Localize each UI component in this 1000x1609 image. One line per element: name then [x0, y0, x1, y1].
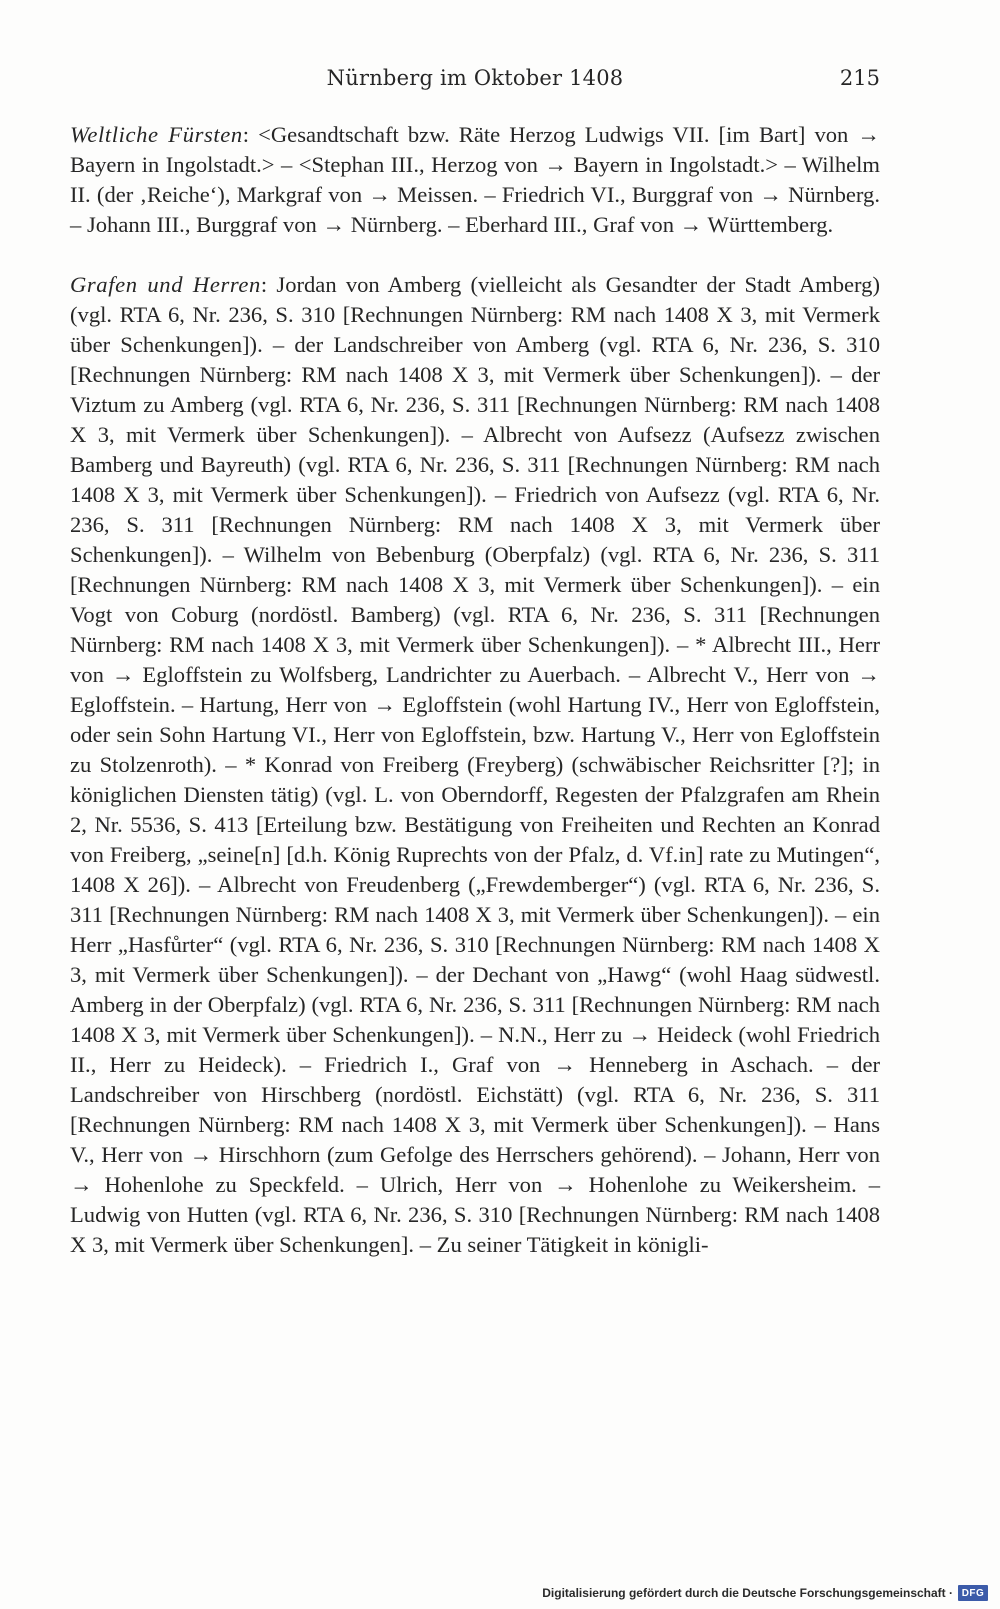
body-text — [70, 120, 880, 1290]
paragraph-lead: Grafen und Herren — [70, 272, 261, 297]
running-title: Nürnberg im Oktober 1408 — [326, 66, 624, 90]
paragraph-text: : Jordan von Amberg (vielleicht als Gesandter der Stadt Amberg) (vgl. RTA 6, Nr. 236, S. 310 [Rechnungen Nürnberg: RM nach 1408 X 3, mit Vermerk über Schenkungen]). – der Landschreiber von Amberg (vgl. RTA 6, Nr. 236, S. 310 [Rechnungen Nürnberg: RM nach 1408 X 3, mit Vermerk über Schenkungen]). – der Viztum zu Amberg (vgl. RTA 6, Nr. 236, S. 311 [Rechnungen Nürnberg: RM nach 1408 X 3, mit Vermerk über Schenkungen]). – Albrecht von Aufsezz (Aufsezz zwischen Bamberg und Bayreuth) (vgl. RTA 6, Nr. 236, S. 311 [Rechnungen Nürnberg: RM nach 1408 X 3, mit Vermerk über Schenkungen]). – Friedrich von Aufsezz (vgl. RTA 6, Nr. 236, S. 311 [Rechnungen Nürnberg: RM nach 1408 X 3, mit Vermerk über Schenkungen]). – Wilhelm von Bebenburg (Oberpfalz) (vgl. RTA 6, Nr. 236, S. 311 [Rechnungen Nürnberg: RM nach 1408 X 3, mit Vermerk über Schenkungen]). – ein Vogt von Coburg (nordöstl. Bamberg) (vgl. RTA 6, Nr. 236, S. 311 [Rechnungen Nürnberg: RM nach 1408 X 3, mit Vermerk über Schenkungen]). – * Albrecht III., Herr von → Egloffstein zu Wolfsberg, Landrichter zu Auerbach. – Albrecht V., Herr von → Egloffstein. – Hartung, Herr von → Egloffstein (wohl Hartung IV., Herr von Egloffstein, oder sein Sohn Hartung VI., Herr von Egloffstein, bzw. Hartung V., Herr von Egloffstein zu Stolzenroth). – * Konrad von Freiberg (Freyberg) (schwäbischer Reichsritter [?]; in königlichen Diensten tätig) (vgl. L. von Oberndorff, Regesten der Pfalzgrafen am Rhein 2, Nr. 5536, S. 413 [Erteilung bzw. Bestätigung von Freiheiten und Rechten an Konrad von Freiberg, „seine[n] [d.h. König Ruprechts von der Pfalz, d. Vf.in] rate zu Mutingen“, 1408 X 26]). – Albrecht von Freudenberg („Frewdemberger“) (vgl. RTA 6, Nr. 236, S. 311 [Rechnungen Nürnberg: RM nach 1408 X 3, mit Vermerk über Schenkungen]). – ein Herr „Hasfůrter“ (vgl. RTA 6, Nr. 236, S. 310 [Rechnungen Nürnberg: RM nach 1408 X 3, mit Vermerk über Schenkungen]). – der Dechant von „Hawg“ (wohl Haag südwestl. Amberg in der Oberpfalz) (vgl. RTA 6, Nr. 236, S. 311 [Rechnungen Nürnberg: RM nach 1408 X 3, mit Vermerk über Schenkungen]). – N.N., Herr zu → Heideck (wohl Friedrich II., Herr zu Heideck). – Friedrich I., Graf von → Henneberg in Aschach. – der Landschreiber von Hirschberg (nordöstl. Eichstätt) (vgl. RTA 6, Nr. 236, S. 311 [Rechnungen Nürnberg: RM nach 1408 X 3, mit Vermerk über Schenkungen]). – Hans V., Herr von → Hirschhorn (zum Gefolge des Herrschers gehörend). – Johann, Herr von → Hohenlohe zu Speckfeld. – Ulrich, Herr von → Hohenlohe zu Weikersheim. – Ludwig von Hutten (vgl. RTA 6, Nr. 236, S. 310 [Rechnungen Nürnberg: RM nach 1408 X 3, mit Vermerk über Schenkungen]. – Zu seiner Tätigkeit in königli- — [70, 272, 880, 1257]
digitization-credit — [542, 1583, 988, 1603]
page-number: 215 — [839, 66, 880, 90]
running-head — [70, 66, 880, 96]
credit-text: Digitalisierung gefördert durch die Deutsche Forschungsgemeinschaft · — [542, 1586, 953, 1600]
dfg-logo: DFG — [958, 1585, 988, 1601]
paragraph-lead: Weltliche Fürsten — [70, 122, 243, 147]
paragraph-text: : <Gesandtschaft bzw. Räte Herzog Ludwigs VII. [im Bart] von → Bayern in Ingolstadt.> – <Stephan III., Herzog von → Bayern in Ingolstadt.> – Wilhelm II. (der ‚Reiche‘), Markgraf von → Meissen. – Friedrich VI., Burggraf von → Nürnberg. – Johann III., Burggraf von → Nürnberg. – Eberhard III., Graf von → Württemberg. — [70, 122, 880, 237]
paragraph-grafen-und-herren — [70, 270, 880, 1260]
paragraph-weltliche-fuersten — [70, 120, 880, 240]
